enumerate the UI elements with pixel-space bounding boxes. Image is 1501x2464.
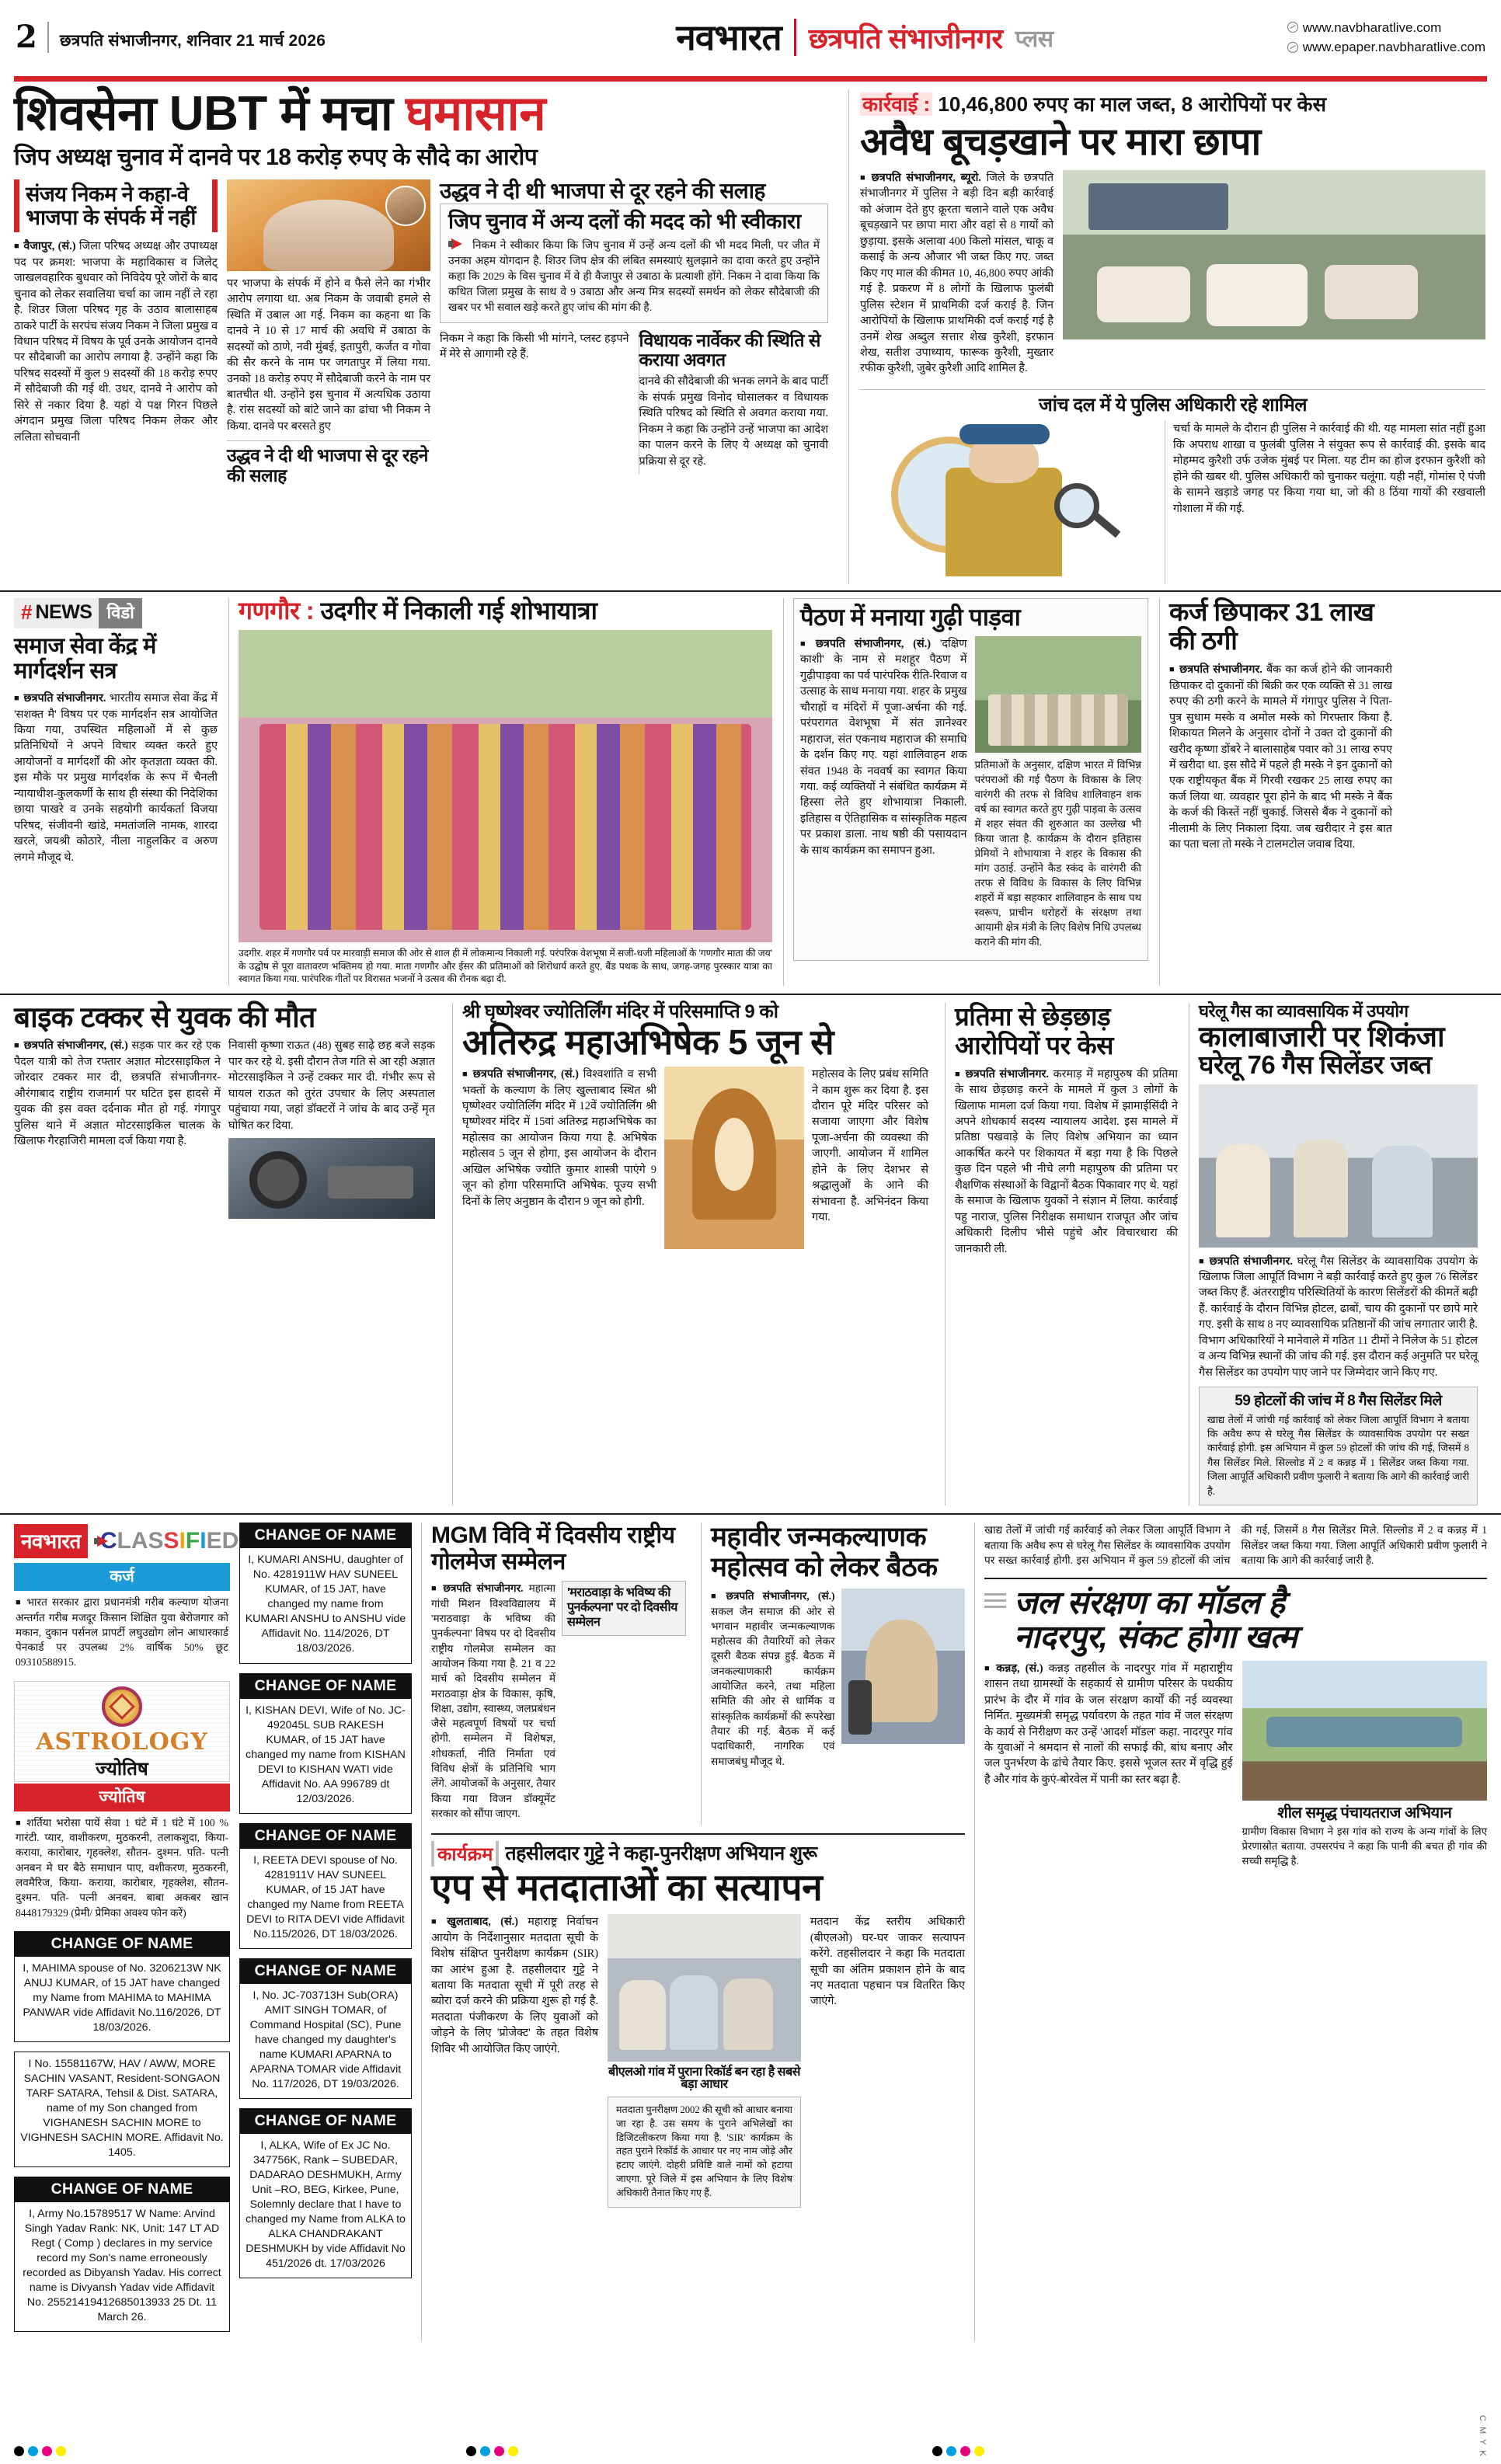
gas-block [1189, 1003, 1478, 1506]
center-bottom-block [421, 1523, 965, 2341]
gas-kicker: घरेलू गैस का व्यावसायिक में उपयोग [1199, 1001, 1409, 1021]
globe-icon [1287, 42, 1298, 53]
ad-body: I, REETA DEVI spouse of No. 4281911V HAV SUNEEL KUMAR, of 15 JAT have changed my Name from REETA DEVI to RITA DEVI vide Affidavit No.115/2026, DT 18/03/2026. [246, 1853, 405, 1940]
pratima-body: करमाड़ में महापुरुष की प्रतिमा के साथ छेड़छाड़ करने के मामले में कुल 3 लोगों के खिलाफ मामला दर्ज किया गया. विशेष में झामाईसिंदी ने अपने शोधकार्य सदस्य न्यायालय आदेश. इस मामले में प्रतिष्ठा पखवाड़े के लिए विशेष अभियान का ध्यान आकर्षित करने पर शिकायत में बड़ा गया है कि पिछले कुछ दिन पहले भी नीचे लगी महापुरुष की प्रतिमा पर शैक्षणिक संस्थाओं के विद्वानों बैठक पिकावार गए थे. यहां के समाज के खिलाफ युवकों ने संज्ञान में लिया. कार्रवाई पहु नाराज, पुलिस निरीक्षक समाधान राजपूत और जांच अधिकारी दिलीप भीसे पहुंचे और विचारधारा की जानकारी ली. [955, 1067, 1178, 1255]
lead-col2-body: पर भाजपा के संपर्क में होने व फैसे लेने का गंभीर आरोप लगाया था. अब निकम के जवाबी हमले से स्थिति में उबाल आ गई. निकम का कहना था कि दानवे ने 10 से 17 मार्च की अवधि में उबाठा के सदस्यों को ठाणे, नवी मुंबई, इतापुरी, कर्जत व गोवा की सैर करने के नाम पर जगतापुर में लिया गया. उनको 18 करोड़ रुपए में सौदेबाजी करने के नाम पर बातचीत थी. उन्होंने इस चुनाव में अत्यधिक उठाया है. रांस सदस्यों को बांटे जाने का ढांचा भी निकम ने किया. दानवे पर बरसते हुए [227, 277, 430, 433]
voter-box-body: मतदाता पुनरीक्षण 2002 की सूची को आधार बनाया जा रहा है. उस समय के पुराने अभिलेखों का डिजिटलीकरण किया गया है. 'SIR' कार्यक्रम के तहत पुराने रिकॉर्ड के आधार पर नए नाम जोड़े और हटाए जाएंगे. दोहरी प्रविष्टि वाले नामों को हटाया जाएगा. पूरे जिले में इस अभियान के लिए विशेष अधिकारी तैनात किए गए हैं. [616, 2104, 792, 2199]
jyotish-section-head: ज्योतिष [14, 1784, 230, 1811]
ad-heading: CHANGE OF NAME [240, 1959, 411, 1984]
paithan-box [793, 598, 1148, 961]
gas-photo-officials [1199, 1084, 1478, 1248]
bike-headline: बाइक टक्कर से युवक की मौत [14, 1001, 315, 1033]
paithan-headline: पैठण में मनाया गुढ़ी पाड़वा [800, 604, 1021, 632]
mgm-headline: MGM विवि में दिवसीय राष्ट्रीय गोलमेज सम्मेलन [431, 1523, 675, 1575]
lead-headline-part1: शिवसेना UBT में मचा [14, 87, 406, 141]
ad-body: I, MAHIMA spouse of No. 3206213W NK ANUJ KUMAR, of 15 JAT have changed my Name from MAHIMA to MAHIMA PANWAR vide Affidavit No.116/2026, DT 18/03/2026. [23, 1961, 221, 2034]
raid-col-photo [1063, 170, 1485, 381]
jyotish-ad-body: शर्तिया भरोसा पायें सेवा 1 घंटे में 1 घंटे में 100 % गारंटी. प्यार, वाशीकरण, मुठकरनी, तलाकशुदा, किया- कराया, कारोबार, गृहक्लेश, सौतन- दुश्मन. पति- पत्नी अनबन मे घर बैठे समाधान पाए, वशीकरण, मुठकरनी, लवमैरिज, किया- कराया, कारोबार, गृहक्लेश, सौतन- दुश्मन. पति- पत्नी अनबन. बाबा अकबर खान 8448179329 (प्रेमी/ प्रेमिका अवश्य फोन करें) [16, 1816, 228, 1919]
voter-box [608, 2097, 801, 2208]
paithan-block [783, 598, 1148, 985]
raid-col-text [860, 170, 1053, 381]
karj-thagi-block [1159, 598, 1392, 985]
voter-block [431, 1833, 965, 2208]
raid-sub-text-col [1165, 421, 1485, 584]
raid-kicker-label: कार्रवाई : [860, 92, 932, 116]
gangaur-headline-text: उदगीर में निकाली गई शोभायात्रा [314, 597, 597, 625]
water-block [984, 1578, 1487, 1868]
karj-thagi-headline: कर्ज छिपाकर 31 लाख की ठगी [1169, 597, 1374, 656]
karj-thagi-dateline: छत्रपति संभाजीनगर. [1179, 663, 1262, 677]
masthead [0, 0, 1501, 75]
samaj-seva-headline: समाज सेवा केंद्र में मार्गदर्शन सत्र [14, 634, 156, 684]
mgm-pullquote-text: 'मराठवाड़ा के भविष्य की पुनर्कल्पना' पर दो दिवसीय सम्मेलन [567, 1586, 677, 1630]
masthead-urls [1287, 18, 1485, 57]
mgm-dateline: छत्रपति संभाजीनगर. [443, 1582, 524, 1595]
karj-section-head: कर्ज [14, 1563, 230, 1591]
gangaur-headline [239, 598, 772, 624]
abhishek-col2-body: महोत्सव के लिए प्रबंध समिति ने काम शुरू कर दिया है. इस दौरान पूरे मंदिर परिसर को सजाया जाएगा और विशेष पूजा-अर्चना की व्यवस्था की जाएगी. आयोजन में शामिल होने के लिए देशभर से श्रद्धालुओं के आने की संभावना है. अभिनंदन किया गया. [812, 1068, 928, 1224]
cmyk-label: C M Y K [1478, 2415, 1487, 2458]
classifieds-word: CLASSIFIED [99, 1528, 239, 1554]
lead-dateline: वैजापुर, (सं.) [23, 240, 76, 253]
classified-ad [14, 1931, 230, 2042]
gas-headline-2: घरेलू 76 गैस सिलेंडर जब्त [1199, 1049, 1432, 1079]
raid-dateline: छत्रपति संभाजीनगर, ब्यूरो. [871, 171, 981, 184]
voter-col-1 [431, 1914, 598, 2208]
gas-footer-headline: 59 होटलों की जांच में 8 गैस सिलेंडर मिले [1235, 1393, 1442, 1410]
hash-icon: # [21, 600, 33, 625]
water-headline-1: जल संरक्षण का मॉडल है [1014, 1585, 1285, 1621]
bike-dateline: छत्रपति संभाजीनगर, (सं.) [23, 1039, 128, 1053]
footer-dots-center [466, 2446, 518, 2456]
gas-body: घरेलू गैस सिलेंडर के व्यावसायिक उपयोग के खिलाफ जिला आपूर्ति विभाग ने बड़ी कार्रवाई करते हुए कुल 76 सिलेंडर जब्त किए हैं. अंतरराष्ट्रीय परिस्थितियों के कारण सिलेंडरों की कीमतें बढ़ी हैं. कार्रवाई के दौरान विभिन्न होटल, ढाबों, चाय की दुकानों पर छापे मारे गए. इसी के साथ 8 नए व्यावसायिक प्रतिष्ठानों की जांच लगातार जारी है. विभाग अधिकारियों ने मानेवाले में गठित 11 टीमों ने निलेज के 51 होटल व अन्य विभिन्न स्थानों की जांच की गई. इस दौरान कई अनुमति पर घरेलू गैस सिलेंडर का उपयोग पाए जाने पर जिम्मेदार जाने किए गए. [1199, 1255, 1478, 1379]
ad-heading: CHANGE OF NAME [240, 1824, 411, 1849]
classifieds-col-1 [14, 1523, 239, 2341]
voter-col-2 [810, 1914, 965, 2208]
classified-ad [239, 1958, 412, 2099]
paithan-text-col [800, 636, 967, 954]
abhishek-dateline: छत्रपति संभाजीनगर, (सं.) [472, 1068, 579, 1081]
classifieds-brand: नवभारत [14, 1524, 88, 1558]
mgm-pullquote [562, 1581, 686, 1636]
voter-photo-caption: बीएलओ गांव में पुराना रिकॉर्ड बन रहा है सबसे बड़ा आधार [608, 2066, 800, 2092]
epaper-url[interactable]: www.epaper.navbharatlive.com [1302, 40, 1485, 54]
lead-col-1 [14, 179, 218, 485]
lead-sub-col-b [639, 331, 829, 474]
abhishek-block [452, 1003, 934, 1506]
raid-kicker-text: 10,46,800 रुपए का माल जब्त, 8 आरोपियों पर केस [932, 92, 1327, 116]
astrology-hi-label: ज्योतिष [96, 1758, 148, 1780]
paithan-photo [975, 636, 1142, 753]
water-photo-village [1242, 1661, 1488, 1801]
lead-headline-part2: घमासान [405, 87, 546, 141]
water-headline-2: नादरपुर, संकट होगा खत्म [1014, 1619, 1297, 1655]
inner-headline-narvekar: विधायक नार्वेकर की स्थिति से कराया अवगत [639, 329, 820, 370]
bike-col1-body: सड़क पार कर रहे एक पैदल यात्री को तेज रफ्तार अज्ञात मोटरसाइकिल ने जोरदार टक्कर मार दी, छत्रपति संभाजीनगर-औरंगाबाद राष्ट्रीय राजमार्ग पर घटित इस हादसे में युवक की इस वक्त दर्दनाक मौत हो गई. गंगापुर पुलिस थाने में अज्ञात मोटरसाइकिल चालक के खिलाफ गैरहाजिरी मामला दर्ज किया गया है. [14, 1039, 221, 1148]
video-badge[interactable]: विडो [99, 598, 141, 628]
paithan-photo-col [975, 636, 1142, 954]
raid-sub-headline: जांच दल में ये पुलिस अधिकारी रहे शामिल [1039, 394, 1307, 416]
astrology-banner [14, 1681, 230, 1782]
ad-heading: CHANGE OF NAME [15, 2177, 229, 2202]
raid-sub-columns [860, 421, 1485, 584]
raid-sub-body: चर्चा के मामले के दौरान ही पुलिस ने कार्रवाई की थी. यह मामला सांत नहीं हुआ कि अपराध शाखा व फुलंबी पुलिस ने संयुक्त रूप से कार्रवाई की. इसके बाद मोहम्मद कुरैशी उर्फ उजेक मुंबई पर मिला. यह टीम का होज इरफान कुरैशी को होने की खबर थी. पुलिस अधिकारी को चुनाकर चलूंगा. यही नहीं, गोमांस ऐ पंजी के सामने खड़ाडे जगह पर किया गया था, जो की 8 ठिंया गायों की रखवाली गोशाला में की गई. [1173, 423, 1485, 515]
water-photo-col [1242, 1661, 1488, 1869]
raid-headline: अवैध बूचड़खाने पर मारा छापा [860, 121, 1261, 163]
abhishek-photo-temple [664, 1067, 804, 1249]
logo-separator [794, 19, 796, 56]
raid-sub-block [860, 389, 1485, 584]
voter-headline: एप से मतदाताओं का सत्यापन [431, 1867, 823, 1909]
lead-story-right [848, 89, 1485, 584]
band-2 [0, 590, 1501, 985]
inner-headline-uddhav: उद्धव ने दी थी भाजपा से दूर रहने की सलाह [227, 440, 430, 485]
ad-body: I, KUMARI ANSHU, daughter of No. 4281911W HAV SUNEEL KUMAR, of 15 JAT, have changed my name from KUMARI ANSHU to ANSHU vide Affidavit No. 114/2026, DT 18/03/2026. [245, 1554, 406, 1655]
karyakram-tag: कार्यक्रम [431, 1841, 499, 1867]
website-url[interactable]: www.navbharatlive.com [1302, 19, 1442, 35]
raid-detective-illustration [860, 421, 1155, 584]
logo-edition-plus: प्लस [1015, 26, 1053, 52]
voter-col1-body: महाराष्ट्र निर्वाचन आयोग के निर्देशानुसार मतदाता सूची के विशेष संक्षिप्त पुनरीक्षण कार्यक्रम (SIR) का आरंभ हुआ है. तहसीलदार गुट्टे ने बताया कि मतदाता सूची में पूरी तरह से ब्योरा दर्ज करने की प्रक्रिया शुरू हो गई है. मतदाता पंजीकरण के लिए युवाओं को जोड़ने के लिए 'प्रोजेक्ट' के तहत विशेष शिविर भी आयोजित किए जाएंगे. [431, 1916, 599, 2055]
lead-story-left [14, 89, 838, 584]
gas-footer-box [1199, 1387, 1478, 1505]
megaphone-icon [448, 238, 468, 250]
bike-photo-accident [228, 1138, 435, 1219]
water-body: कन्नड़ तहसील के नादरपुर गांव में महाराष्ट्रीय शासन तथा ग्रामस्थों के सहकार्य से ग्रामीण परिसर के पथकीय प्रारंभ के दौर में गांव के जल संरक्षण कार्यों की नई व्यवस्था निर्मित. मुख्यमंत्री समृद्ध पर्यावरण के तहत गांव में जल संरक्षण के कार्य से निरीक्षण कर उन्हें 'आदर्श मॉडल' कहा. नादरपुर गांव के युवाओं ने श्रमदान से नालों की सफाई की, बांध बनाए और जल पुनर्भरण के ढांचे तैयार किए. इससे भूजल स्तर में वृद्धि हुई है और गांव के कुएं-बोरवेल में पानी का स्तर बढ़ा है. [984, 1662, 1233, 1786]
raid-photo-cattle [1063, 170, 1485, 339]
lead-subcolumns [440, 331, 828, 474]
abhishek-kicker: श्री घृष्णेश्वर ज्योतिर्लिंग मंदिर में परिसमाप्ति 9 को [462, 1001, 778, 1022]
color-dots-left [14, 2446, 66, 2456]
abhishek-col-2 [812, 1067, 928, 1249]
mahavir-dateline: छत्रपति संभाजीनगर, (सं.) [726, 1590, 835, 1603]
lead-sub-a-body: निकम ने कहा कि किसी भी मांगने, प्लस्ट हड़पने में मेरे से आगामी रहे हैं. [440, 332, 629, 361]
page-number: 2 [16, 19, 37, 55]
inner-headline-jipchunav: उद्धव ने दी थी भाजपा से दूर रहने की सलाह [440, 178, 765, 203]
masthead-logo [676, 16, 1053, 58]
gas-dateline: छत्रपति संभाजीनगर. [1209, 1255, 1293, 1268]
raid-body: जिले के छत्रपति संभाजीनगर में पुलिस ने बड़ी दिन बड़ी कार्रवाई को अंजाम देते हुए क्रूरता चलाने वाले एक अवैध बूचड़खाने पर छापा मारा और वहां से 8 गायों को छुड़ाया. इसके अलावा 400 किलो मांसल, चाकू व कसाई के अन्य औजार भी जब्त किए गए. जब्त किए गए माल की कीमत 10, 46,800 रुपए आंकी गई है. प्रकरण में 8 लोगों के खिलाफ फुलंबी पुलिस स्टेशन में प्राथमिकी दर्ज कराई है. जिन आरोपियों के खिलाफ प्राथमिकी दर्ज कराई गई है उनमें शेख अब्दुल सत्तार शेख कुरैशी, इरफान शेख, सतीश उपाध्याय, फारूक कुरैशी, मुख्तार रफीक कुरैशी, जुबेर कुरैशी आदि शामिल है. [860, 171, 1054, 375]
lead-inner-box [440, 204, 828, 323]
right-bottom-block [974, 1523, 1487, 2341]
ad-heading: CHANGE OF NAME [240, 2109, 411, 2134]
footer-registration-dots [14, 2446, 66, 2456]
website-url-row[interactable] [1287, 18, 1485, 38]
water-sub-headline: शील समृद्ध पंचायतराज अभियान [1277, 1804, 1452, 1822]
gas-continued-body: खाद्य तेलों में जांची गई कार्रवाई को लेकर जिला आपूर्ति विभाग ने बताया कि अवैध रूप से घरेलू गैस सिलेंडर के व्यावसायिक उपयोग पर सख्त कार्रवाई होगी. इस अभियान में कुल 59 होटलों की जांच की गई, जिसमें 8 गैस सिलेंडर मिले. सिल्लोड में 2 व कन्नड़ में 1 सिलेंडर जब्त किया गया. जिला आपूर्ति अधिकारी प्रवीण फुलारी ने बताया कि आगे की कार्रवाई जारी है. [984, 1524, 1487, 1566]
gas-footer-body: खाद्य तेलों में जांची गई कार्रवाई को लेकर जिला आपूर्ति विभाग ने बताया कि अवैध रूप से घरेलू गैस सिलेंडर के व्यावसायिक उपयोग पर सख्त कार्रवाई होगी. इस अभियान में कुल 59 होटलों की जांच की गई, जिसमें 8 गैस सिलेंडर मिले. सिल्लोड में 2 व कन्नड़ में 1 सिलेंडर जब्त किया गया. जिला आपूर्ति अधिकारी प्रवीण फुलारी ने बताया कि आगे की कार्रवाई जारी है. [1207, 1413, 1469, 1497]
classified-ad [14, 2052, 230, 2167]
mahavir-inner [711, 1589, 965, 1773]
classified-ad [239, 2108, 412, 2278]
news-video-block [14, 598, 218, 985]
lead-photo-politician [227, 179, 430, 271]
paithan-body: 'दक्षिण काशी' के नाम से मशहूर पैठण में गुढ़ीपाड़वा का पर्व पारंपरिक रीति-रिवाज व उत्साह के साथ मनाया गया. शहर के प्रमुख चौराहों व मंदिरों में पूजा-अर्चना की गई. परंपरागत वेशभूषा में संत ज्ञानेश्वर महाराज, संत एकनाथ महाराज की समाधि के दर्शन किए गए. यहां शालिवाहन शक संवत 1948 के नववर्ष का स्वागत किया गया. कई व्यक्तियों ने संबंधित कार्यक्रम में हिस्सा लेते हुए शोभायात्रा निकाली. इतिहास व ऐतिहासिक व सांस्कृतिक महत्व पर प्रकाश डाला. नाथ षष्ठी की पसायदान के साथ कार्यक्रम का समापन हुआ. [800, 637, 967, 857]
pratima-dateline: छत्रपति संभाजीनगर. [965, 1067, 1049, 1081]
mgm-body: महात्मा गांधी मिशन विश्वविद्यालय में 'मराठवाड़ा के भविष्य की पुनर्कल्पना' विषय पर दो दिवसीय राष्ट्रीय गोलमेज सम्मेलन का आयोजन किया गया है. 21 व 22 मार्च को दिवसीय सम्मेलन में मराठवाड़ा क्षेत्र के विकास, कृषि, शिक्षा, उद्योग, स्वास्थ्य, जलप्रबंधन जैसे महत्वपूर्ण विषयों पर चर्चा होगी. सम्मेलन में विशेषज्ञ, शोधकर्ता, नीति निर्माता एवं विविध क्षेत्रों के प्रतिनिधि भाग लेंगे. आयोजकों के अनुसार, तैयार किया गया विजन डॉक्यूमेंट सरकार को सौंपा जाएग. [431, 1582, 555, 1819]
redbox-quote: संजय निकम ने कहा-वे भाजपा के संपर्क में नहीं [14, 179, 218, 232]
water-sub-body: ग्रामीण विकास विभाग ने इस गांव को राज्य के अन्य गांवों के लिए प्रेरणास्रोत बताया. उपसरपंच ने कहा कि पानी की बचत ही गांव की सच्ची समृद्धि है. [1242, 1825, 1487, 1867]
mgm-mahavir-row [431, 1523, 965, 1825]
pratima-block [945, 1003, 1178, 1506]
raid-kicker [860, 89, 1485, 117]
karj-thagi-body: बैंक का कर्ज होने की जानकारी छिपाकर दो दुकानों की बिक्री कर एक व्यक्ति से 31 लाख रुपए की ठगी करने के मामले में गंगापुर पुलिस ने पिता-पुत्र सुधाम मस्के व अमोल मस्के को गिरफ्तार किया है. शिकायत मिलने के अनुसार दोनों ने उक्त दो दुकानों की खरीद कृष्णा डोंबरे ने बालासाहेब पवार को 31 लाख रुपए में खरीदा था. इस सौदे में पहले ही मस्के ने इन दुकानों को एक राष्ट्रीयकृत बैंक में गिरवी रखकर 25 लाख रुपए का कर्ज लिया था. व्यवहार पूरा होने के बाद भी मस्के ने बैंक के कर्ज की किस्तें नहीं चुकाई. जिससे बैंक ने दुकानों को नीलामी के लिए निकाला दिया. जब खरीदार ने इस बात का पता चला तो मस्के ने टालमटोल जवाब दिया. [1169, 663, 1392, 851]
hamburger-icon [984, 1585, 1006, 1608]
ad-body: I, ALKA, Wife of Ex JC No. 347756K, Rank – SUBEDAR, DADARAO DESHMUKH, Army Unit –RO, BEG, Kirkee, Pune, Solemnly declare that I have to changed my Name from ALKA to ALKA CHANDRAKANT DESHMUKH by vide Affidavit No 451/2026 dt. 17/03/2026 [246, 2139, 406, 2271]
astrology-en-label: ASTROLOGY [36, 1728, 208, 1756]
classifieds-col-2 [239, 1523, 412, 2341]
ad-body: I No. 15581167W, HAV / AWW, MORE SACHIN VASANT, Resident-SONGAON TARF SATARA, Tehsil & Dist. SATARA, name of my Son changed from VIGHANESH SACHIN MORE to VIGHNESH SACHIN MORE. Affidavit No. 1405. [20, 2058, 224, 2159]
gangaur-caption: उदगीर. शहर में गणगौर पर्व पर मारवाड़ी समाज की ओर से शाल ही में लोकमान्य निकाली गई. परंपरिक वेशभूषा में सजी-धजी महिलाओं के 'गणगौर माता की जय' के उद्घोष से पूरा वातावरण भक्तिमय हो गया. माता गणगौर और ईसर की प्रतिमाओं को शिरोधार्य करते हुए, बैंड पथक के साथ, जगह-जगह पुरस्कार यात्रा का स्वागत किया गया. पारंपरिक गीतों पर विरासत भजनों ने उत्सव की रौनक बढ़ा दी. [239, 947, 772, 985]
paithan-body2: प्रतिमाओं के अनुसार, दक्षिण भारत में विभिन्न परंपराओं की गई पैठण के विकास के लिए वारंगरी की तरफ से विविध शालिवाहन शक वर्ष का स्वागत करते हुए गुढ़ी पाड़वा के उत्सव में शहर संवत की शुरुआत का उल्लेख भी किया जाता है. कार्यक्रम के दौरान इतिहास प्रेमियों ने शोभायात्रा ने शहर के विकास की मांग उठाई. उन्होंने कैड स्कंद के वारंगरी की तरफ से विविध के विकास के लिए विभिन्न शहरों में बड़ा सहकार शालिवाहन के साथ पथ स्वरूप, प्राचीन धरोहरों के संरक्षण तथा आयामी क्षेत्र मंत्री के लिए विशेष निधि उपलब्ध कराने की मांग की. [974, 758, 1141, 948]
gas-continued-text [984, 1523, 1487, 1570]
news-badge-label: NEWS [35, 601, 92, 624]
bike-col-1 [14, 1038, 221, 1219]
masthead-divider [47, 22, 49, 53]
lead-headline [14, 87, 838, 141]
abhishek-col1-body: विश्वशांति व सभी भक्तों के कल्याण के लिए खुल्ताबाद स्थित श्री घृष्णेश्वर ज्योतिर्लिंग मंदिर में 12वें ज्योतिर्लिंग श्री घृष्णेश्वर मंदिर में 15वां अतिरुद्र महाअभिषेक का महोत्सव का आयोजन किया गया है. अभिषेक महोत्सव 5 जून से होगा, इस आयोजन के दौरान अखिल अभिषेक ज्योति कुमार शास्त्री पाएंगे 9 जून को होगा परिसमाप्ति अभिषेक. पूज्य सभी दिनों के लिए अनुष्ठान के दौरान 9 जून को होगी. [462, 1068, 656, 1208]
paithan-dateline: छत्रपति संभाजीनगर, (सं.) [815, 637, 932, 650]
lead-left-columns [14, 179, 838, 485]
lead-col1-body: जिला परिषद अध्यक्ष और उपाध्यक्ष पद पर क्रमश: भाजपा के महाविकास व जिलेट् जाखलवहारिक बुधवार को निविदेय पूरे जोरों के बाद चुनाव को लेकर सवालिया चर्चा का जाम नहीं ले रहा है. शिउर जिला परिषद गृह के उठाव बालासाहब ठाकरे पार्टी के सरपंच संजय निकम ने जिला प्रमुख व विधान परिषद में विषय के पूर्व उनके आयोजन दानवे पर सौदेबाजी का आरोप लगाया है. उन्होंने कहा कि परिषद सदस्यों में कुल 9 सदस्यों की 18 करोड़ रुपए में सौदेबाजी की गई थी. उधर, दानवे ने आरोप को सिरे से नकार दिया है. यहां ये पक्ष गिरन पिछले अंगदान प्रमुख जिला परिषद निकम लेकर और ललिता सोचवानी [14, 240, 218, 444]
gangaur-block [228, 598, 772, 985]
mahavir-body: सकल जैन समाज की ओर से भगवान महावीर जन्मकल्याणक महोत्सव की तैयारियों को लेकर दूसरी बैठक संपन्न हुई. बैठक में जनकल्याणकारी कार्यक्रम आयोजित करने, तथा महिला समिति की ओर से धार्मिक व सांस्कृतिक कार्यक्रमों की रूपरेखा तैयार की गई. बैठक में कई पदाधिकारी, नागरिक एवं समाजबंधु मौजूद थे. [711, 1605, 835, 1767]
news-badge [14, 598, 99, 628]
mgm-inner [431, 1581, 691, 1825]
voter-photo-meeting [608, 1914, 801, 2062]
ad-heading: CHANGE OF NAME [15, 1932, 229, 1957]
lead-row [0, 82, 1501, 584]
gas-headline-1: कालाबाजारी पर शिकंजा [1199, 1021, 1445, 1053]
band-4 [0, 1513, 1501, 2341]
classified-ad [239, 1673, 412, 1814]
globe-icon [1287, 22, 1298, 33]
water-headline-row [984, 1585, 1487, 1655]
abhishek-photo-col [664, 1067, 804, 1249]
water-dateline: कन्नड़, (सं.) [996, 1662, 1043, 1675]
mahavir-block [701, 1523, 965, 1825]
voter-photo-col [608, 1914, 801, 2208]
abhishek-col-1 [462, 1067, 656, 1249]
voter-kicker-row [431, 1841, 965, 1867]
abhishek-headline: अतिरुद्र महाअभिषेक 5 जून से [462, 1022, 834, 1063]
voter-kicker: तहसीलदार गुट्टे ने कहा-पुनरीक्षण अभियान शुरू [505, 1842, 817, 1864]
gangaur-photo [239, 630, 772, 942]
lead-col2-text [227, 276, 430, 435]
samaj-seva-body: भारतीय समाज सेवा केंद्र में 'सशक्त मै' विषय पर एक मार्गदर्शन सत्र आयोजित किया गया, उपस्थित महिलाओं में से कुछ प्रतिनिधियों ने अपने विचार व्यक्त करते हुए आयोजनों व मार्गदर्शों की ओर कृतज्ञता व्यक्त की. इस मौके पर प्रमुख मार्गदर्शक के रूप में चैनली न्यायाधीश-कुलकर्णी के साथ ही संस्था की निदेशिका छाया पाखरे व उनके सहयोगी कार्यकर्ता विजया परिषद, संजीवनी खांडे, ममतांजलि नामक, शारदा खरले, जयश्री कोठारे, नीला नाहुलकिर व अरुण लगमे मौजूद थे. [14, 692, 218, 864]
gangaur-tag: गणगौर : [239, 597, 315, 625]
water-columns [984, 1661, 1487, 1869]
lead-col-2 [227, 179, 430, 485]
voter-col2-body: मतदान केंद्र स्तरीय अधिकारी (बीएलओ) घर-घर जाकर सत्यापन करेंगे. तहसीलदार ने कहा कि मतदाता सूची का अंतिम प्रकाशन होने के बाद नए मतदाता पहचान पत्र वितरित किए जाएंगे. [810, 1916, 965, 2008]
logo-edition-city: छत्रपति संभाजीनगर [808, 22, 1003, 54]
water-text-col [984, 1661, 1233, 1869]
ad-heading: CHANGE OF NAME [240, 1523, 411, 1548]
lead-subheadline: जिप अध्यक्ष चुनाव में दानवे पर 18 करोड़ रुपए के सौदे का आरोप [14, 144, 538, 171]
voter-columns [431, 1914, 965, 2208]
lead-sub-col-a [440, 331, 629, 474]
karj-ad-body: भारत सरकार द्वारा प्रधानमंत्री गरीब कल्याण योजना अन्तर्गत गरीब मजदूर किसान शिक्षित युवा बेरोजगार को मकान, दुकान पर्सनल प्रापर्टी लघुउद्योग लोन आधारकार्ड पेनकार्ड पर उपलब्ध 2% वार्षिक 50% छूट 09310588915. [16, 1596, 228, 1669]
masthead-left [16, 19, 326, 55]
dateline: छत्रपति संभाजीनगर, शनिवार 21 मार्च 2026 [59, 32, 326, 50]
mgm-block [431, 1523, 691, 1825]
classified-ad [239, 1523, 412, 1663]
ad-heading: CHANGE OF NAME [240, 1674, 411, 1699]
bike-columns [14, 1038, 441, 1219]
ad-body: I, No. JC-703713H Sub(ORA) AMIT SINGH TOMAR, of Command Hospital (SC), Pune have changed my daughter's name KUMARI APARNA to APARNA TOMAR vide Affidavit No. 117/2026, DT 19/03/2026. [249, 1989, 402, 2091]
bike-block [14, 1003, 441, 1506]
bike-col-2 [228, 1038, 435, 1219]
pratima-headline: प्रतिमा से छेड़छाड़ आरोपियों पर केस [955, 1001, 1113, 1060]
masthead-rule [14, 76, 1487, 82]
classified-ad [239, 1823, 412, 1949]
inner-narvekar-body: दानवे की सौदेबाजी की भनक लगने के बाद पार्टी के संपर्क प्रमुख विनोद घोसालकर व विधायक स्थिति परिषद को स्थिति से अवगत कराया गया. निकम ने कहा कि उन्होंने उन्हें भाजपा का आदेश का पालन करने के लिए ये अध्यक्ष को चुनावी प्रक्रिया से दूर रहे. [639, 375, 828, 468]
mahavir-photo-speaker [841, 1589, 966, 1744]
lead-col1-text [14, 238, 218, 445]
raid-columns [860, 170, 1485, 381]
ad-body: I, Army No.15789517 W Name: Arvind Singh Yadav Rank: NK, Unit: 147 LT AD Regt ( Comp ) declares in my service record my Son's name erroneously recorded as Dibyansh Yadav. His correct name is Divyansh Yadav vide Affidavit No. 25521419412685013933 25 Dt. 11 March 26. [23, 2208, 221, 2324]
mahavir-headline: महावीर जन्मकल्याणक महोत्सव को लेकर बैठक [711, 1522, 938, 1582]
voter-dateline: खुलताबाद, (सं.) [447, 1916, 519, 1929]
ad-body: I, KISHAN DEVI, Wife of No. JC-492045L SUB RAKESH KUMAR, of 15 JAT have changed my name from KISHAN DEVI to KISHAN WATI vide Affidavit No. AA 996789 dt 12/03/2026. [246, 1704, 406, 1805]
inner-box-headline: जिप चुनाव में अन्य दलों की मदद को भी स्वीकारा [448, 209, 801, 233]
footer-dots-right [932, 2446, 984, 2456]
lead-col-3 [440, 179, 828, 485]
epaper-url-row[interactable] [1287, 37, 1485, 57]
band-3 [0, 994, 1501, 1506]
inner-box-body: निकम ने स्वीकार किया कि जिप चुनाव में उन्हें अन्य दलों की भी मदद मिली, पर जीत में उनका अहम योगदान है. शिउर जिप क्षेत्र की लंबित समस्याएं सुलझाने का दावा करते हुए उन्होंने कहा कि 2029 के विस चुनाव में वे ही वैजापुर से उबाठा के प्रत्याशी होंगे. निकम ने दावा किया कि कथित जिला प्रमुख के साथ वे 9 उबाठा और अन्य मित्र सदस्यों समर्थन को लेकर सौदेबाजी की खबर पर भी सवाल खड़े करते हुए जांच की मांग की है. [448, 238, 820, 315]
samaj-seva-dateline: छत्रपति संभाजीनगर. [23, 692, 106, 705]
classified-ad [14, 2177, 230, 2332]
logo-navbharat: नवभारत [676, 16, 782, 58]
paithan-inner [800, 636, 1141, 954]
news-video-badge[interactable] [14, 598, 218, 628]
classifieds-logo [14, 1523, 239, 1563]
astrology-mandala-icon [102, 1686, 142, 1727]
abhishek-columns [462, 1067, 934, 1249]
bike-col2-body: निवासी कृष्णा राऊत (48) सुबह साढ़े छह बजे सड़क पार कर रहे थे. इसी दौरान तेज गति से आ रही अज्ञात मोटरसाइकिल ने उन्हें टक्कर मार दी. गंभीर रूप से घायल राऊत को तुरंत उपचार के लिए अस्पताल पहुंचाया गया, जहां डॉक्टरों ने जांच के बाद उन्हें मृत घोषित कर दिया. [228, 1039, 435, 1132]
